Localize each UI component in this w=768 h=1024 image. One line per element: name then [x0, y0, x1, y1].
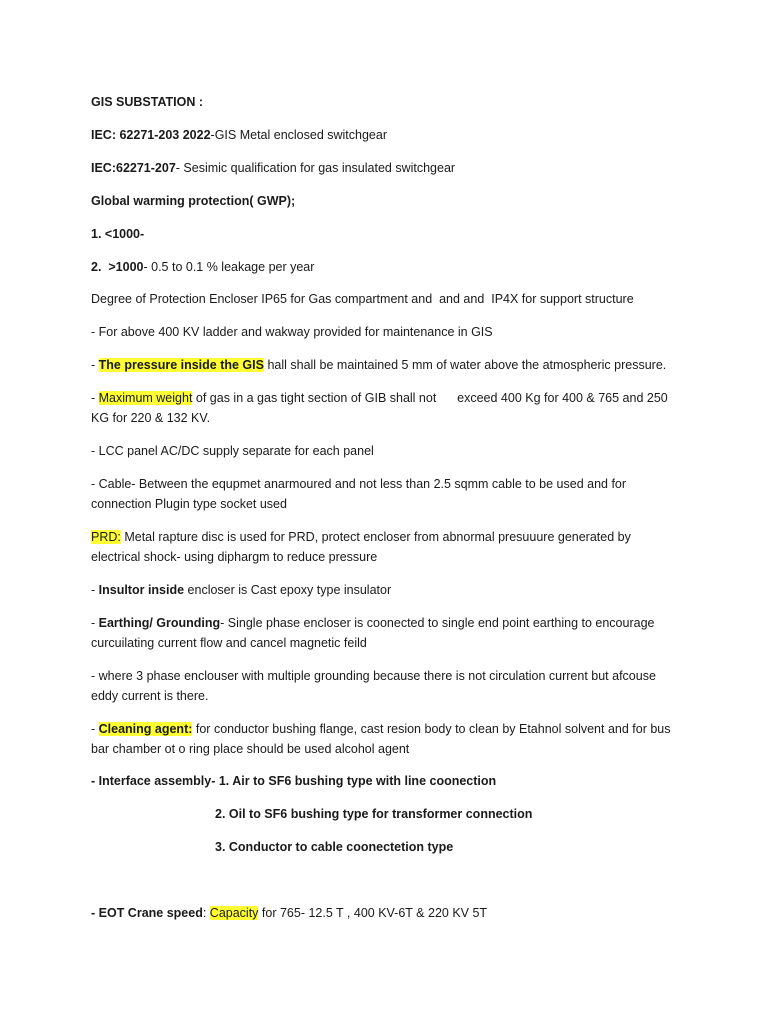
prd-highlight: PRD: [91, 530, 121, 544]
eot-colon: : [202, 906, 210, 920]
earthing-bold: Earthing/ Grounding [98, 616, 221, 630]
cable-line-1: - Cable- Between the equpmet anarmoured and not less than 2.5 sqmm cable to be used and for [91, 477, 627, 491]
earthing-text: - Single phase encloser is coonected to single end point earthing to encourage [220, 616, 655, 630]
degree-protection-line: Degree of Protection Encloser IP65 for Gas compartment and and and IP4X for support structure [91, 292, 634, 306]
iec-203-code: IEC: 62271-203 2022 [91, 128, 211, 142]
gwp-item-2-label: 2. >1000 [91, 260, 144, 274]
eot-text: for 765- 12.5 T , 400 KV-6T & 220 KV 5T [258, 906, 488, 920]
interface-line-2: 2. Oil to SF6 bushing type for transformer connection [215, 807, 533, 821]
eot-bold: - EOT Crane speed [91, 906, 203, 920]
max-weight-line-2: KG for 220 & 132 KV. [91, 411, 211, 425]
cable-line-2: connection Plugin type socket used [91, 497, 287, 511]
earthing-line-1 [91, 613, 681, 633]
pressure-highlight: The pressure inside the GIS [98, 358, 264, 372]
lcc-line: - LCC panel AC/DC supply separate for each panel [91, 444, 374, 458]
earthing-line-2: curcuilating current flow and cancel magnetic feild [91, 636, 367, 650]
insulator-bold: Insultor inside [98, 583, 185, 597]
gwp-item-2 [91, 257, 681, 277]
interface-line-1: - Interface assembly- 1. Air to SF6 bushing type with line coonection [91, 774, 497, 788]
cleaning-highlight: Cleaning agent: [98, 722, 193, 736]
doc-title: GIS SUBSTATION : [91, 95, 204, 109]
earthing-prefix: - [91, 616, 99, 630]
iec-207-text: - Sesimic qualification for gas insulated switchgear [175, 161, 456, 175]
three-phase-line-2: eddy current is there. [91, 689, 209, 703]
pressure-text: hall shall be maintained 5 mm of water above the atmospheric pressure. [263, 358, 667, 372]
prd-text: Metal rapture disc is used for PRD, protect encloser from abnormal presuuure generated by [120, 530, 631, 544]
max-weight-text: of gas in a gas tight section of GIB shall not exceed 400 Kg for 400 & 765 and 250 [192, 391, 668, 405]
max-weight-line-1 [91, 388, 681, 408]
three-phase-line-1: - where 3 phase enclouser with multiple grounding because there is not circulation current but afcouse [91, 669, 656, 683]
insulator-line [91, 580, 681, 600]
pressure-line [91, 355, 681, 375]
pressure-prefix: - [91, 358, 99, 372]
prd-line-2: electrical shock- using diphargm to reduce pressure [91, 550, 378, 564]
insulator-prefix: - [91, 583, 99, 597]
max-weight-prefix: - [91, 391, 99, 405]
cleaning-line-2: bar chamber ot o ring place should be used alcohol agent [91, 742, 410, 756]
iec-207-code: IEC:62271-207 [91, 161, 176, 175]
ladder-line: - For above 400 KV ladder and wakway provided for maintenance in GIS [91, 325, 493, 339]
eot-highlight: Capacity [209, 906, 259, 920]
cleaning-line-1 [91, 719, 681, 739]
insulator-text: encloser is Cast epoxy type insulator [184, 583, 392, 597]
iec-207-line [91, 158, 681, 178]
interface-line-3: 3. Conductor to cable coonectetion type [215, 840, 454, 854]
cleaning-prefix: - [91, 722, 99, 736]
gwp-item-1: 1. <1000- [91, 227, 145, 241]
prd-line-1 [91, 527, 681, 547]
iec-203-line [91, 125, 681, 145]
gwp-item-2-text: - 0.5 to 0.1 % leakage per year [143, 260, 315, 274]
iec-203-text: -GIS Metal enclosed switchgear [210, 128, 387, 142]
gwp-heading: Global warming protection( GWP); [91, 194, 296, 208]
cleaning-text: for conductor bushing flange, cast resion body to clean by Etahnol solvent and for bus [192, 722, 671, 736]
eot-line [91, 903, 681, 923]
max-weight-highlight: Maximum weight [98, 391, 193, 405]
